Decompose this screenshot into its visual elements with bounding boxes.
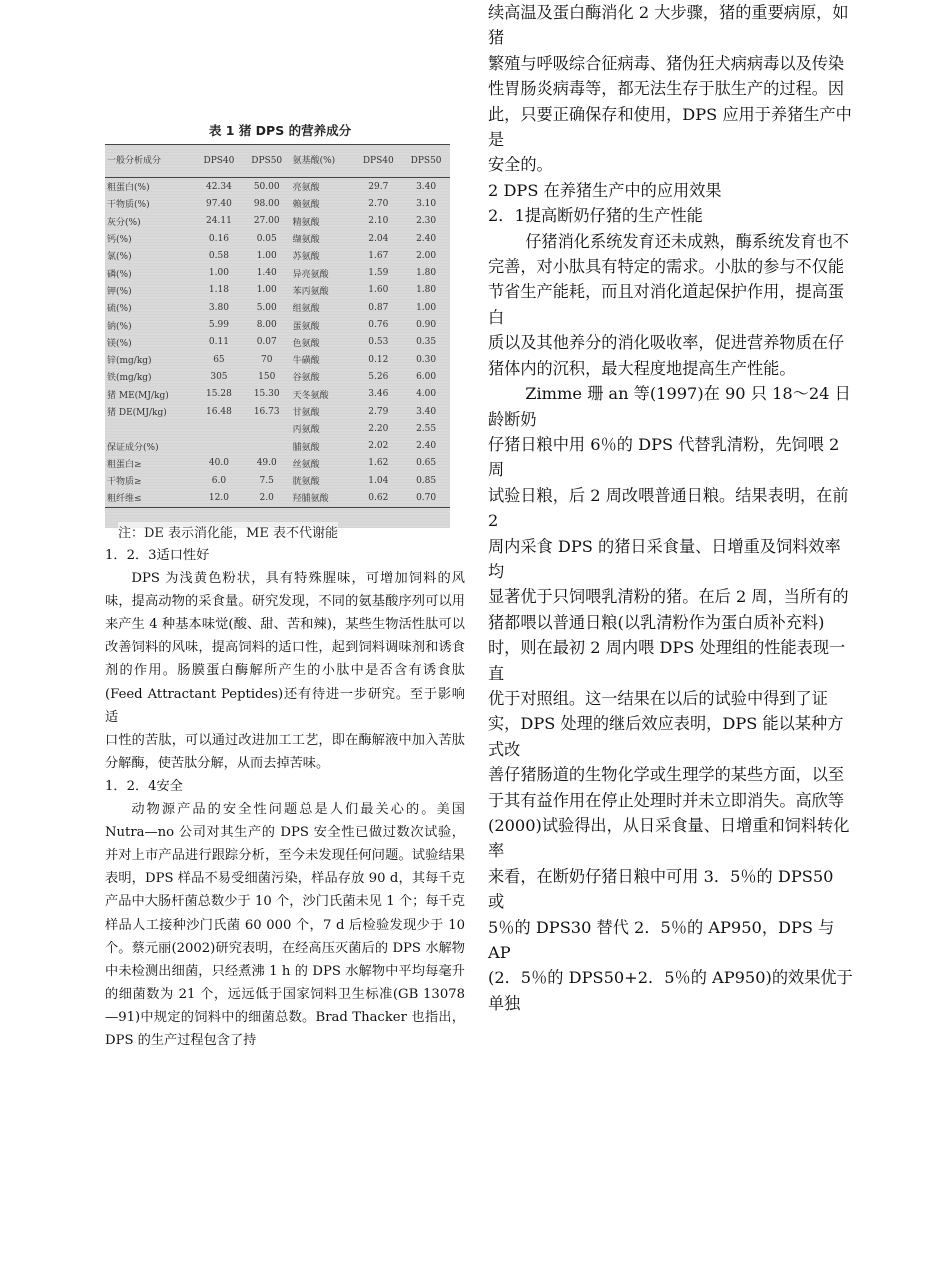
nutrition-table — [105, 144, 450, 508]
table-cell: 97.40 — [206, 198, 232, 209]
table-cell: 粗蛋白≥ — [107, 459, 142, 470]
table-cell: 1.62 — [368, 458, 389, 469]
table-cell: 70 — [260, 354, 273, 365]
table-cell: 干物质≥ — [107, 477, 142, 488]
table-cell: 150 — [258, 371, 276, 382]
table-cell: 24.11 — [206, 216, 232, 227]
table-cell: 0.53 — [368, 337, 389, 348]
table-header-cell: DPS40 — [354, 145, 402, 178]
table-title: 表 1 猪 DPS 的营养成分 — [208, 123, 352, 138]
right-paragraph-line: 猪都喂以普通日粮(以乳清粉作为蛋白质补充料) — [488, 612, 825, 632]
table-cell: 镁(%) — [107, 338, 132, 349]
table-cell: 0.12 — [368, 354, 389, 365]
left-paragraph: 口性的苦肽，可以通过改进加工工艺，即在酶解液中加入苦肽分解酶，使苦肽分解，从而去掉苦味。 — [105, 732, 465, 771]
table-cell: 赖氨酸 — [292, 200, 320, 211]
table-cell: 蛋氨酸 — [292, 321, 320, 332]
table-cell: 40.0 — [208, 458, 229, 469]
right-paragraph-line: 周内采食 DPS 的猪日采食量、日增重及饲料效率均 — [488, 536, 841, 581]
table-cell: 羟脯氨酸 — [291, 489, 355, 507]
table-cell: 1.00 — [256, 285, 277, 296]
table-cell: 2.20 — [368, 423, 389, 434]
table-cell: 98.00 — [253, 198, 280, 209]
table-cell: 2.10 — [368, 216, 389, 227]
table-cell: 粗纤维≤ — [105, 489, 195, 507]
table-row — [105, 282, 450, 299]
right-paragraph-line: 于其有益作用在停止处理时并未立即消失。高欣等 — [488, 790, 845, 810]
left-paragraph: DPS 为浅黄色粉状，具有特殊腥味，可增加饲料的风味，提高动物的采食量。研究发现，不同的氨基酸序列可以用来产生 4 种基本味觉(酸、甜、苦和辣)，某些生物活性肽可以改善饲料的风味，提高饲料的适口性，起到饲料调味剂和诱食剂的作用。肠膜蛋白酶解所产生的小肽中是否含有诱食肽(Feed Attractant Peptides)还有待进一步研究。至于影响适 — [105, 571, 465, 725]
table-cell: 65 — [213, 354, 225, 365]
table-cell: 谷氨酸 — [292, 373, 320, 384]
table-cell: 磷(%) — [107, 269, 132, 280]
table-cell — [195, 420, 243, 437]
right-paragraph-line: 节省生产能耗，而且对消化道起保护作用，提高蛋白 — [488, 282, 845, 327]
table-cell: 苯丙氨酸 — [292, 286, 329, 297]
table-cell: 粗蛋白(%) — [107, 183, 150, 194]
table-row — [105, 455, 450, 472]
table-cell: 49.0 — [256, 458, 277, 469]
right-paragraph-line: 5％的 DPS30 替代 2．5％的 AP950，DPS 与 AP — [488, 917, 835, 963]
table-cell: 1.80 — [416, 285, 437, 296]
table-row — [105, 316, 450, 333]
table-cell: 猪 DE(MJ/kg) — [107, 408, 167, 418]
right-paragraph-line: 2 DPS 在养猪生产中的应用效果 — [488, 180, 722, 200]
table-cell: 亮氨酸 — [292, 183, 320, 194]
table-cell: 0.76 — [368, 320, 389, 331]
table-cell: 色氨酸 — [292, 338, 320, 349]
table-cell: 0.62 — [354, 489, 402, 507]
table-cell: 0.30 — [416, 354, 437, 365]
table-cell: 2.0 — [243, 489, 291, 507]
table-cell: 2.00 — [416, 250, 437, 261]
table-row — [105, 299, 450, 316]
table-cell: 钠(%) — [107, 321, 132, 332]
table-cell: 1.00 — [416, 302, 437, 313]
table-cell: 1.59 — [368, 268, 389, 279]
table-row — [105, 351, 450, 368]
table-row — [105, 403, 450, 420]
table-cell: 组氨酸 — [292, 304, 320, 315]
right-paragraph-line: 猪体内的沉积，最大程度地提高生产性能。 — [488, 358, 796, 378]
table-cell: 丙氨酸 — [292, 425, 320, 436]
table-row — [105, 334, 450, 351]
table-cell: 胱氨酸 — [292, 477, 320, 488]
right-paragraph-line: 时，则在最初 2 周内喂 DPS 处理组的性能表现一直 — [488, 638, 846, 683]
table-cell: 1.40 — [256, 268, 277, 279]
table-cell: 苏氨酸 — [292, 252, 320, 263]
table-cell: 甘氨酸 — [292, 408, 320, 418]
right-paragraph-line: (2000)试验得出，从日采食量、日增重和饲料转化率 — [488, 816, 850, 861]
table-cell: 氯(%) — [107, 252, 132, 263]
table-cell: 305 — [210, 371, 228, 382]
table-cell: 0.07 — [256, 337, 277, 348]
table-header-cell: DPS50 — [402, 145, 450, 178]
table-cell: 1.80 — [416, 268, 437, 279]
table-cell: 保证成分(%) — [107, 442, 159, 453]
table-cell: 牛磺酸 — [292, 356, 320, 367]
table-cell: 3.80 — [208, 302, 229, 313]
table-cell — [195, 437, 243, 454]
table-row — [105, 386, 450, 403]
right-paragraph-line: 繁殖与呼吸综合征病毒、猪伪狂犬病病毒以及传染 — [488, 53, 845, 73]
table-cell: 1.04 — [368, 475, 389, 486]
right-paragraph-line: Zimme 珊 an 等(1997)在 90 只 18～24 日龄断奶 — [488, 384, 851, 429]
table-cell: 0.85 — [416, 475, 437, 486]
table-cell: 42.34 — [206, 181, 232, 192]
table-cell: 硫(%) — [107, 304, 132, 315]
right-paragraph-line: (2．5％的 DPS50+2．5％的 AP950)的效果优于单独 — [488, 968, 853, 1013]
right-paragraph-line: 此，只要正确保存和使用，DPS 应用于养猪生产中是 — [488, 104, 852, 150]
table-cell — [243, 420, 291, 437]
table-cell: 5.00 — [256, 302, 277, 313]
right-paragraph-line: 安全的。 — [488, 155, 553, 175]
table-cell: 2.40 — [416, 233, 437, 244]
table-cell: 50.00 — [253, 181, 280, 192]
table-cell: 0.65 — [416, 458, 437, 469]
table-cell: 2.02 — [368, 441, 389, 452]
table-body — [105, 178, 450, 508]
table-cell: 7.5 — [259, 475, 274, 486]
table-header-cell: DPS50 — [243, 145, 291, 178]
table-cell: 2.70 — [368, 198, 389, 209]
table-cell: 2.40 — [416, 441, 437, 452]
table-row — [105, 437, 450, 454]
table-cell: 2.79 — [368, 406, 389, 417]
table-header-row — [105, 145, 450, 178]
right-paragraph-line: 善仔猪肠道的生物化学或生理学的某些方面，以至 — [488, 765, 845, 785]
table-cell: 0.05 — [256, 233, 277, 244]
table-cell: 5.26 — [368, 371, 389, 382]
table-row — [105, 368, 450, 385]
table-cell: 0.35 — [416, 337, 437, 348]
table-cell: 铁(mg/kg) — [107, 373, 152, 384]
table-cell: 锌(mg/kg) — [107, 356, 152, 367]
table-cell: 丝氨酸 — [292, 459, 320, 470]
table-cell: 29.7 — [368, 181, 389, 192]
nutrition-table-image — [105, 144, 450, 528]
table-row — [105, 247, 450, 264]
table-cell: 缬氨酸 — [292, 235, 320, 246]
table-cell: 干物质(%) — [107, 200, 150, 211]
table-cell: 钙(%) — [107, 235, 132, 246]
table-cell: 0.58 — [208, 250, 229, 261]
table-cell: 16.48 — [206, 406, 232, 417]
table-cell: 脯氨酸 — [292, 442, 320, 453]
right-paragraph-line: 2．1提高断奶仔猪的生产性能 — [488, 206, 703, 226]
table-cell — [105, 420, 195, 437]
table-cell: 8.00 — [256, 320, 277, 331]
table-row — [105, 213, 450, 230]
table-cell: 0.87 — [368, 302, 389, 313]
table-cell: 2.04 — [368, 233, 389, 244]
table-cell: 1.18 — [208, 285, 229, 296]
right-paragraph-line: 性胃肠炎病毒等，都无法生存于肽生产的过程。因 — [488, 79, 845, 99]
table-row — [105, 489, 450, 507]
table-note: 注：DE 表示消化能，ME 表不代谢能 — [118, 522, 338, 541]
table-cell: 5.99 — [208, 320, 229, 331]
table-row — [105, 420, 450, 437]
right-paragraph-line: 试验日粮，后 2 周改喂普通日粮。结果表明，在前 2 — [488, 485, 849, 531]
left-paragraph: 动物源产品的安全性问题总是人们最关心的。美国 Nutra—no 公司对其生产的 DPS 安全性已做过数次试验，并对上市产品进行跟踪分析，至今未发现任何问题。试验结果表明，DPS 样品不易受细菌污染，样品存放 90 d，其每千克产品中大肠杆菌总数少于 10 个，沙门氏菌未见 1 个；每千克样品人工接种沙门氏菌 60 000 个，7 d 后检验发现少于 10 个。蔡元丽(2002)研究表明，在经高压灭菌后的 DPS 水解物中未检测出细菌，只经煮沸 1 h 的 DPS 水解物中平均每毫升的细菌数为 21 个，远远低于国家饲料卫生标准(GB 13078—91)中规定的饲料中的细菌总数。Brad Thacker 也指出，DPS 的生产过程包含了持 — [105, 802, 465, 1048]
table-row — [105, 230, 450, 247]
table-cell: 0.90 — [416, 320, 437, 331]
right-paragraph-line: 优于对照组。这一结果在以后的试验中得到了证 — [488, 688, 828, 708]
table-cell: 15.28 — [206, 389, 232, 400]
table-cell: 1.67 — [368, 250, 389, 261]
table-cell: 3.46 — [368, 389, 389, 400]
table-cell: 0.11 — [208, 337, 229, 348]
table-cell: 3.10 — [416, 198, 437, 209]
table-header-cell: 一般分析成分 — [105, 145, 195, 178]
right-paragraph-line: 仔猪日粮中用 6％的 DPS 代替乳清粉，先饲喂 2 周 — [488, 434, 840, 480]
right-paragraph-line: 来看，在断奶仔猪日粮中可用 3．5％的 DPS50 或 — [488, 866, 834, 912]
right-paragraph-line: 续高温及蛋白酶消化 2 大步骤，猪的重要病原，如猪 — [488, 3, 849, 48]
table-row — [105, 195, 450, 212]
table-cell: 16.73 — [253, 406, 280, 417]
table-cell: 猪 ME(MJ/kg) — [107, 390, 169, 401]
table-cell: 灰分(%) — [107, 217, 141, 228]
table-row — [105, 264, 450, 281]
left-column-text — [105, 544, 465, 1052]
table-cell: 3.40 — [416, 181, 437, 192]
right-paragraph-line: 质以及其他养分的消化吸收率，促进营养物质在仔 — [488, 333, 845, 353]
left-paragraph: 1．2．4安全 — [105, 778, 183, 794]
table-cell: 0.16 — [208, 233, 229, 244]
table-cell: 钾(%) — [107, 286, 132, 297]
table-cell: 3.40 — [416, 406, 437, 417]
table-cell: 15.30 — [253, 389, 280, 400]
table-cell: 6.00 — [416, 371, 437, 382]
table-cell — [243, 437, 291, 454]
table-cell: 4.00 — [416, 389, 437, 400]
table-cell: 2.30 — [416, 216, 437, 227]
table-cell: 1.60 — [368, 285, 389, 296]
left-paragraph: 1．2．3适口性好 — [105, 548, 210, 563]
table-header-cell: 氨基酸(%) — [291, 145, 355, 178]
table-row — [105, 472, 450, 489]
right-paragraph-line: 显著优于只饲喂乳清粉的猪。在后 2 周，当所有的 — [488, 587, 849, 607]
table-header-cell: DPS40 — [195, 145, 243, 178]
right-paragraph-line: 实，DPS 处理的继后效应表明，DPS 能以某种方式改 — [488, 714, 844, 759]
table-cell: 2.55 — [416, 423, 437, 434]
table-cell: 1.00 — [256, 250, 277, 261]
table-cell: 0.70 — [402, 489, 450, 507]
right-paragraph-line: 仔猪消化系统发育还未成熟，酶系统发育也不 — [525, 231, 849, 251]
right-paragraph-line: 完善，对小肽具有特定的需求。小肽的参与不仅能 — [488, 257, 845, 277]
table-cell: 精氨酸 — [292, 217, 320, 228]
table-row — [105, 178, 450, 196]
table-cell: 1.00 — [208, 268, 229, 279]
table-cell: 异亮氨酸 — [292, 269, 329, 280]
table-cell: 天冬氨酸 — [292, 390, 329, 401]
table-cell: 12.0 — [195, 489, 243, 507]
table-cell: 6.0 — [211, 475, 227, 486]
table-cell: 27.00 — [253, 216, 280, 227]
right-column-text — [488, 0, 854, 1016]
